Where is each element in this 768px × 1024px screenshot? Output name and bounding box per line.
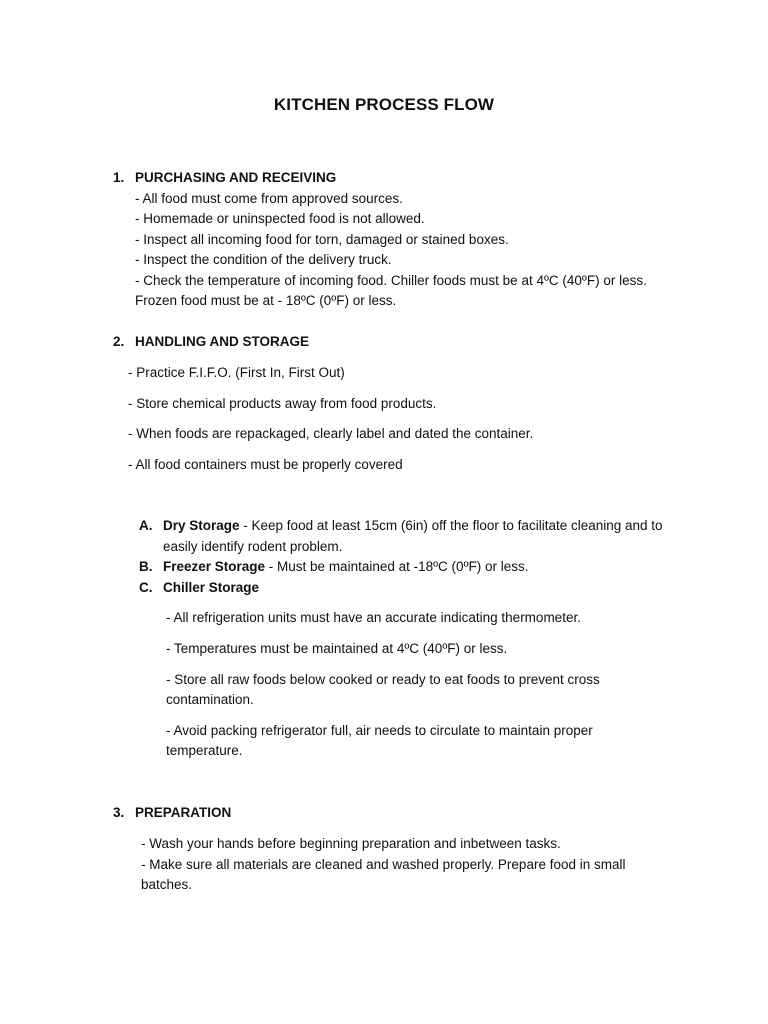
paragraph-line: Frozen food must be at - 18ºC (0ºF) or less. <box>135 293 397 308</box>
subsection-text: - Must be maintained at -18ºC (0ºF) or less. <box>265 559 529 574</box>
section-title: HANDLING AND STORAGE <box>135 334 310 349</box>
paragraph-line: easily identify rodent problem. <box>163 539 343 554</box>
paragraph-line: temperature. <box>166 743 243 758</box>
subsection-label: Freezer Storage <box>163 559 266 574</box>
document-title: KITCHEN PROCESS FLOW <box>273 95 495 114</box>
paragraph-line: - Inspect all incoming food for torn, damaged or stained boxes. <box>135 232 509 247</box>
subsection-dry-storage <box>139 516 663 537</box>
subsection-chiller-storage <box>139 578 259 599</box>
section-number: 2. <box>113 334 125 349</box>
paragraph-line: - Store all raw foods below cooked or ready to eat foods to prevent cross <box>166 672 600 687</box>
paragraph-line: - Practice F.I.F.O. (First In, First Out) <box>128 365 345 380</box>
subsection-label: Dry Storage <box>163 518 240 533</box>
paragraph-line: - All food must come from approved sources. <box>135 191 403 206</box>
paragraph-line: - Make sure all materials are cleaned and washed properly. Prepare food in small <box>141 857 626 872</box>
section-title: PREPARATION <box>135 805 232 820</box>
paragraph-line: - Avoid packing refrigerator full, air needs to circulate to maintain proper <box>166 723 593 738</box>
paragraph-line: - Temperatures must be maintained at 4ºC (40ºF) or less. <box>166 641 508 656</box>
subsection-label: Chiller Storage <box>163 580 260 595</box>
paragraph-line: contamination. <box>166 692 254 707</box>
paragraph-line: - All food containers must be properly covered <box>128 457 403 472</box>
section-title: PURCHASING AND RECEIVING <box>135 170 337 185</box>
subsection-text: - Keep food at least 15cm (6in) off the floor to facilitate cleaning and to <box>239 518 663 533</box>
paragraph-line: - Inspect the condition of the delivery truck. <box>135 252 392 267</box>
paragraph-line: batches. <box>141 877 193 892</box>
paragraph-line: - Wash your hands before beginning preparation and inbetween tasks. <box>141 836 561 851</box>
section-number: 1. <box>113 170 125 185</box>
paragraph-line: - All refrigeration units must have an accurate indicating thermometer. <box>166 610 581 625</box>
subsection-letter: A. <box>139 518 153 533</box>
section-number: 3. <box>113 805 125 820</box>
subsection-freezer-storage <box>139 557 529 578</box>
section-heading-preparation <box>113 803 231 824</box>
paragraph-line: - Store chemical products away from food products. <box>128 396 437 411</box>
subsection-letter: C. <box>139 580 153 595</box>
section-heading-handling <box>113 332 309 353</box>
subsection-letter: B. <box>139 559 153 574</box>
paragraph-line: - Check the temperature of incoming food. Chiller foods must be at 4ºC (40ºF) or less. <box>135 273 647 288</box>
paragraph-line: - Homemade or uninspected food is not allowed. <box>135 211 425 226</box>
paragraph-line: - When foods are repackaged, clearly label and dated the container. <box>128 426 534 441</box>
section-heading-purchasing <box>113 168 336 189</box>
